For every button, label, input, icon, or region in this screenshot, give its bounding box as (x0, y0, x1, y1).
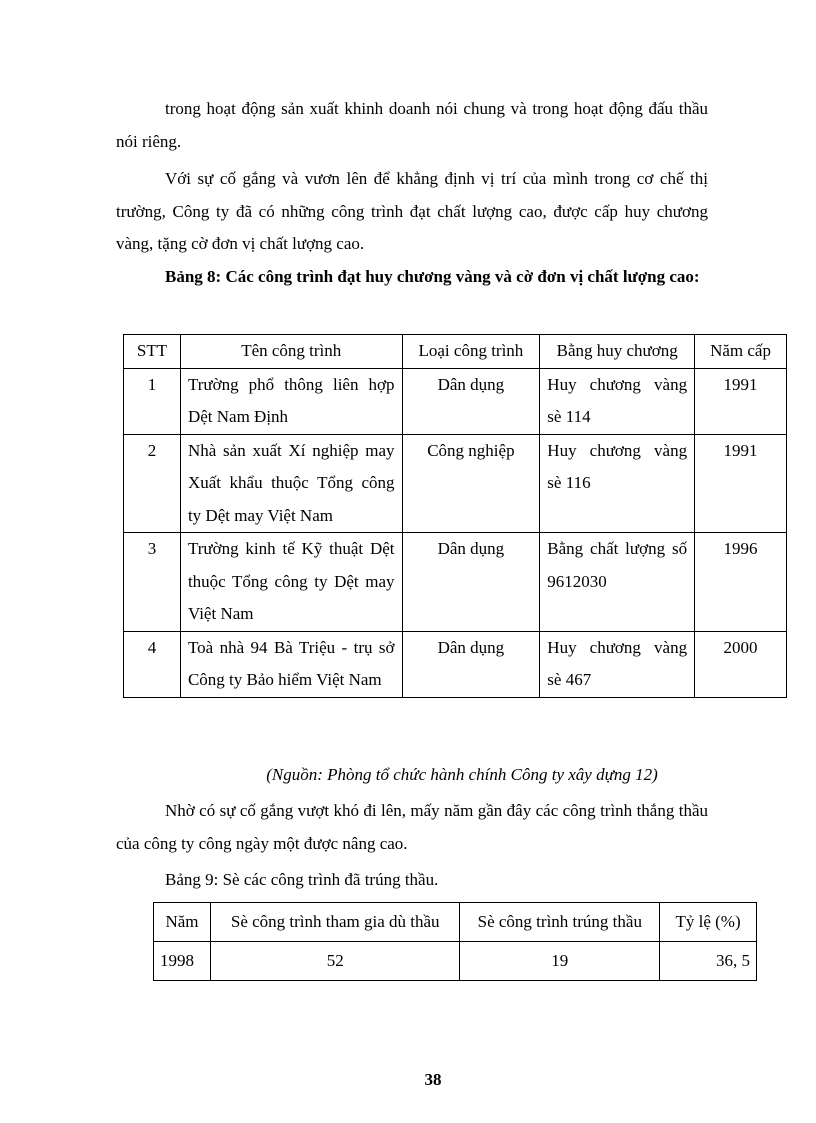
cell-stt: 4 (124, 631, 181, 697)
col-header-name: Tên công trình (180, 335, 402, 369)
cell-type: Dân dụng (402, 631, 540, 697)
cell-name: Toà nhà 94 Bà Triệu - trụ sở Công ty Bảo hiểm Việt Nam (180, 631, 402, 697)
paragraph-intro-text: trong hoạt động sản xuất khinh doanh nói chung và trong hoạt động đấu thầu nói riêng. (116, 99, 708, 151)
table-row (124, 368, 787, 434)
col-header-year: Năm cấp (695, 335, 787, 369)
cell-year: 2000 (695, 631, 787, 697)
col-header-ratio: Tỷ lệ (%) (660, 903, 757, 942)
paragraph-intro (116, 93, 708, 158)
col-header-type: Loại công trình (402, 335, 540, 369)
cell-stt: 2 (124, 434, 181, 533)
cell-year: 1996 (695, 533, 787, 632)
cell-bids: 52 (210, 942, 460, 981)
cell-award: Bằng chất lượng số 9612030 (540, 533, 695, 632)
cell-year: 1998 (154, 942, 211, 981)
cell-wins: 19 (460, 942, 660, 981)
col-header-award: Bằng huy chương (540, 335, 695, 369)
cell-stt: 3 (124, 533, 181, 632)
cell-type: Dân dụng (402, 533, 540, 632)
table9-caption: Bảng 9: Sè các công trình đã trúng thầu. (165, 870, 439, 889)
cell-year: 1991 (695, 368, 787, 434)
table-header-row (154, 903, 757, 942)
col-header-wins: Sè công trình trúng thầu (460, 903, 660, 942)
table-header-row (124, 335, 787, 369)
cell-award: Huy chương vàng sè 467 (540, 631, 695, 697)
col-header-year: Năm (154, 903, 211, 942)
cell-name: Trường phổ thông liên hợp Dệt Nam Định (180, 368, 402, 434)
table-row (124, 533, 787, 632)
table-awards (123, 334, 787, 698)
cell-type: Công nghiệp (402, 434, 540, 533)
paragraph-effort: Với sự cố gắng và vươn lên để khẳng định vị trí của mình trong cơ chế thị trường, Công ty đã có những công trình đạt chất lượng cao, được cấp huy chương vàng, tặng cờ đơn vị chất lượng cao. (116, 169, 708, 253)
col-header-stt: STT (124, 335, 181, 369)
table-row (124, 434, 787, 533)
cell-award: Huy chương vàng sè 116 (540, 434, 695, 533)
table-row (154, 942, 757, 981)
page-number: 38 (424, 1070, 442, 1089)
cell-name: Nhà sản xuất Xí nghiệp may Xuất khẩu thuộc Tổng công ty Dệt may Việt Nam (180, 434, 402, 533)
table8-source-note: (Nguồn: Phòng tổ chức hành chính Công ty xây dựng 12) (266, 765, 658, 784)
cell-year: 1991 (695, 434, 787, 533)
cell-type: Dân dụng (402, 368, 540, 434)
cell-award: Huy chương vàng sè 114 (540, 368, 695, 434)
table-bids (153, 902, 757, 981)
table8-caption: Bảng 8: Các công trình đạt huy chương vàng và cờ đơn vị chất lượng cao: (165, 267, 700, 286)
cell-name: Trường kinh tế Kỹ thuật Dệt thuộc Tổng công ty Dệt may Việt Nam (180, 533, 402, 632)
table-row (124, 631, 787, 697)
cell-stt: 1 (124, 368, 181, 434)
paragraph-progress: Nhờ có sự cố gắng vượt khó đi lên, mấy năm gần đây các công trình thắng thầu của công ty công ngày một được nâng cao. (116, 801, 708, 853)
col-header-bids: Sè công trình tham gia dù thầu (210, 903, 460, 942)
cell-ratio: 36, 5 (660, 942, 757, 981)
